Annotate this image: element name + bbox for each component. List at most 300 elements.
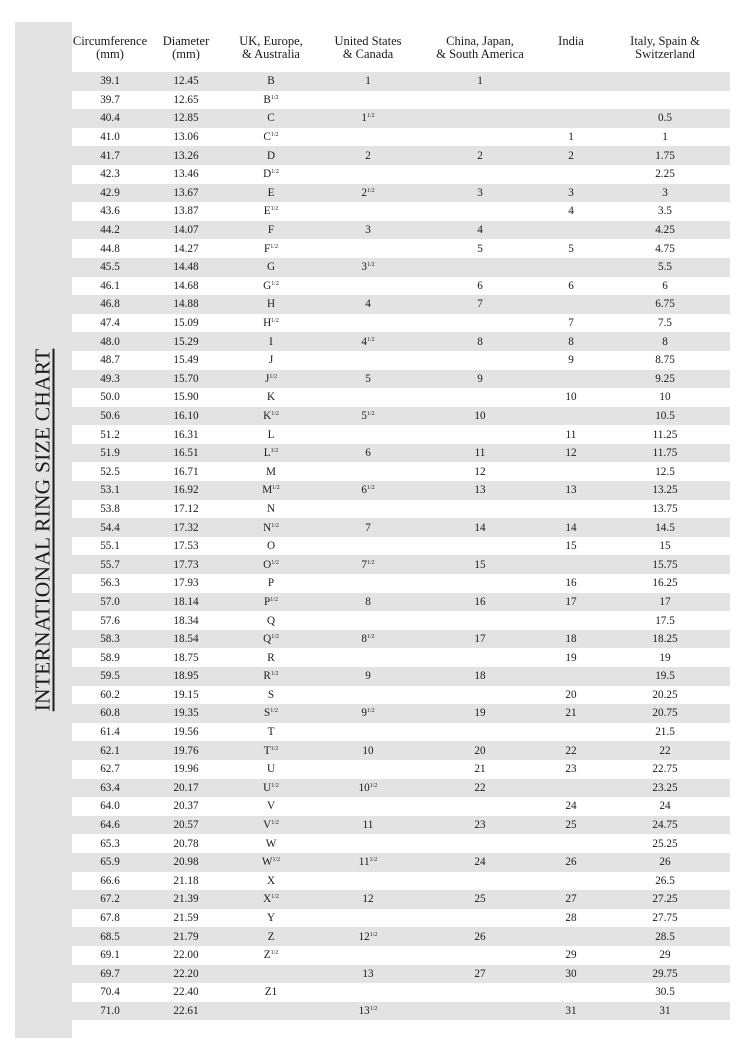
cell-italy: 31	[600, 1002, 730, 1021]
cell-uk: $G^{1/2}$	[263, 279, 279, 292]
cell-diameter: 15.09	[173, 317, 199, 330]
table-row	[72, 872, 730, 891]
half-size-superscript: 1/2	[366, 559, 375, 566]
table-row	[72, 444, 730, 463]
header-circumference: Circumference (mm)	[72, 34, 148, 61]
cell-uk: O	[266, 540, 276, 553]
cell-china	[418, 909, 542, 928]
cell-diameter: 21.79	[148, 927, 224, 946]
cell-india: 27	[542, 890, 600, 909]
cell-us: $11^{1/2}$	[318, 853, 418, 872]
table-row	[72, 890, 730, 909]
cell-circumference: 62.7	[100, 763, 120, 776]
cell-italy: 4.75	[655, 242, 675, 255]
table-row	[72, 741, 730, 760]
cell-diameter: 13.67	[148, 184, 224, 203]
cell-china	[418, 500, 542, 519]
half-size-superscript: 1/2	[369, 782, 378, 789]
cell-china: 25	[418, 890, 542, 909]
cell-circumference: 42.9	[72, 184, 148, 203]
cell-diameter: 14.27	[173, 242, 199, 255]
cell-china	[418, 425, 542, 444]
cell-italy: 19	[659, 651, 671, 664]
cell-circumference: 65.3	[100, 837, 120, 850]
cell-diameter: 18.14	[148, 593, 224, 612]
cell-china	[418, 872, 542, 891]
table-row	[72, 128, 730, 147]
cell-uk: $Q^{1/2}$	[224, 630, 318, 649]
cell-uk: $V^{1/2}$	[224, 816, 318, 835]
half-size-superscript: 1/2	[369, 857, 378, 864]
cell-china	[418, 834, 542, 853]
cell-circumference: 39.1	[72, 72, 148, 91]
cell-italy: 21.5	[655, 726, 675, 739]
cell-diameter: 18.95	[148, 667, 224, 686]
cell-circumference: 45.5	[72, 258, 148, 277]
cell-india: 28	[565, 912, 577, 925]
cell-uk: $S^{1/2}$	[224, 704, 318, 723]
cell-italy: 26	[600, 853, 730, 872]
cell-diameter: 20.98	[148, 853, 224, 872]
half-size-superscript: 1/2	[272, 485, 280, 492]
cell-circumference: 54.4	[72, 518, 148, 537]
cell-us	[318, 946, 418, 965]
table-row	[72, 277, 730, 296]
cell-us	[318, 351, 418, 370]
cell-uk: J	[268, 354, 274, 367]
cell-uk: $T^{1/2}$	[224, 741, 318, 760]
cell-india: 21	[542, 704, 600, 723]
cell-italy: 26.5	[655, 874, 675, 887]
cell-china: 9	[418, 370, 542, 389]
cell-diameter: 18.34	[173, 614, 199, 627]
cell-uk	[224, 1002, 318, 1021]
cell-circumference: 55.7	[72, 555, 148, 574]
cell-italy: 2.25	[655, 168, 675, 181]
cell-circumference: 67.2	[72, 890, 148, 909]
cell-india	[542, 72, 600, 91]
cell-us	[318, 277, 418, 296]
cell-uk: W	[265, 837, 277, 850]
cell-india	[542, 983, 600, 1002]
cell-uk: $W^{1/2}$	[224, 853, 318, 872]
cell-diameter: 19.96	[173, 763, 199, 776]
half-size-superscript: 1/2	[270, 206, 279, 213]
table-body	[72, 72, 730, 1020]
cell-us	[318, 611, 418, 630]
cell-us	[318, 425, 418, 444]
cell-diameter: 16.51	[148, 444, 224, 463]
cell-china	[418, 686, 542, 705]
cell-italy: 20.25	[652, 688, 678, 701]
cell-diameter: 15.49	[173, 354, 199, 367]
cell-diameter: 19.76	[148, 741, 224, 760]
cell-circumference: 70.4	[100, 986, 120, 999]
cell-india	[542, 370, 600, 389]
cell-diameter: 17.32	[148, 518, 224, 537]
cell-us: 3	[318, 221, 418, 240]
half-size-superscript: 1/2	[366, 336, 375, 343]
cell-uk: D	[224, 146, 318, 165]
cell-china	[418, 91, 542, 110]
cell-circumference: 60.2	[100, 688, 120, 701]
cell-china: 8	[418, 332, 542, 351]
cell-india: 9	[568, 354, 574, 367]
half-size-superscript: 1/2	[271, 410, 279, 417]
table-row	[72, 500, 730, 519]
cell-diameter: 20.57	[148, 816, 224, 835]
cell-us: $10^{1/2}$	[318, 779, 418, 798]
table-row	[72, 332, 730, 351]
cell-diameter: 13.06	[173, 131, 199, 144]
cell-italy: 3	[600, 184, 730, 203]
cell-india: 26	[542, 853, 600, 872]
cell-us	[318, 462, 418, 481]
cell-italy: 30.5	[655, 986, 675, 999]
cell-diameter: 19.56	[173, 726, 199, 739]
table-row	[72, 165, 730, 184]
cell-circumference: 71.0	[72, 1002, 148, 1021]
half-size-superscript: 1/2	[366, 634, 375, 641]
cell-circumference: 50.6	[72, 407, 148, 426]
cell-italy: 14.5	[600, 518, 730, 537]
cell-circumference: 46.8	[72, 295, 148, 314]
cell-china	[418, 388, 542, 407]
cell-circumference: 67.8	[100, 912, 120, 925]
cell-india	[542, 611, 600, 630]
cell-uk: $J^{1/2}$	[224, 370, 318, 389]
table-row	[72, 388, 730, 407]
cell-italy: 8.75	[655, 354, 675, 367]
cell-us: 11	[318, 816, 418, 835]
cell-us	[318, 723, 418, 742]
cell-diameter: 15.70	[148, 370, 224, 389]
cell-us: $13^{1/2}$	[318, 1002, 418, 1021]
cell-india: 18	[542, 630, 600, 649]
half-size-superscript: 1/2	[366, 485, 375, 492]
cell-china	[418, 983, 542, 1002]
cell-china: 7	[418, 295, 542, 314]
cell-india: 5	[568, 242, 574, 255]
cell-circumference: 56.3	[100, 577, 120, 590]
cell-diameter: 20.37	[173, 800, 199, 813]
half-size-superscript: 1/2	[271, 280, 279, 287]
cell-circumference: 63.4	[72, 779, 148, 798]
cell-circumference: 59.5	[72, 667, 148, 686]
cell-italy: 11.75	[600, 444, 730, 463]
cell-us	[318, 128, 418, 147]
cell-us	[318, 91, 418, 110]
cell-china	[418, 946, 542, 965]
cell-circumference: 49.3	[72, 370, 148, 389]
cell-india: 31	[542, 1002, 600, 1021]
cell-italy: 12.5	[655, 465, 675, 478]
cell-diameter: 17.12	[173, 502, 199, 515]
cell-italy: 17.5	[655, 614, 675, 627]
cell-uk: G	[224, 258, 318, 277]
table-row	[72, 797, 730, 816]
table-row	[72, 611, 730, 630]
cell-uk: $D^{1/2}$	[263, 168, 279, 181]
table-row	[72, 779, 730, 798]
cell-uk: T	[267, 726, 275, 739]
table-row	[72, 760, 730, 779]
cell-circumference: 69.1	[100, 949, 120, 962]
cell-italy: 1	[662, 131, 668, 144]
cell-india: 7	[568, 317, 574, 330]
cell-uk: $H^{1/2}$	[263, 317, 279, 330]
cell-india	[542, 91, 600, 110]
cell-us: $2^{1/2}$	[318, 184, 418, 203]
cell-us: $7^{1/2}$	[318, 555, 418, 574]
cell-china	[418, 797, 542, 816]
cell-china: 10	[418, 407, 542, 426]
cell-china: 3	[418, 184, 542, 203]
cell-uk: X	[266, 874, 276, 887]
cell-india: 20	[565, 688, 577, 701]
cell-diameter: 14.48	[148, 258, 224, 277]
cell-diameter: 15.29	[148, 332, 224, 351]
cell-diameter: 18.54	[148, 630, 224, 649]
cell-circumference: 47.4	[100, 317, 120, 330]
half-size-superscript: 1/2	[271, 820, 279, 827]
half-size-superscript: 1/2	[270, 671, 279, 678]
ring-size-table	[72, 35, 730, 1020]
cell-us: 12	[318, 890, 418, 909]
cell-uk: E	[224, 184, 318, 203]
half-size-superscript: 1/2	[271, 169, 279, 176]
cell-us: $6^{1/2}$	[318, 481, 418, 500]
table-row	[72, 91, 730, 110]
table-row	[72, 667, 730, 686]
cell-india: 11	[565, 428, 577, 441]
cell-india: 1	[568, 131, 574, 144]
table-row	[72, 983, 730, 1002]
half-size-superscript: 1/2	[270, 596, 278, 603]
cell-us: 6	[318, 444, 418, 463]
cell-us	[318, 314, 418, 333]
cell-us	[318, 165, 418, 184]
cell-india	[542, 165, 600, 184]
cell-italy: 0.5	[600, 109, 730, 128]
cell-us: $12^{1/2}$	[318, 927, 418, 946]
cell-uk: F	[224, 221, 318, 240]
cell-india	[542, 109, 600, 128]
cell-uk: $B^{1/2}$	[263, 93, 279, 106]
cell-us: 2	[318, 146, 418, 165]
cell-us	[318, 872, 418, 891]
cell-china: 4	[418, 221, 542, 240]
cell-diameter: 18.75	[173, 651, 199, 664]
cell-diameter: 19.15	[173, 688, 199, 701]
half-size-superscript: 1/2	[366, 262, 375, 269]
table-row	[72, 834, 730, 853]
cell-india	[542, 555, 600, 574]
cell-china: 12	[474, 465, 486, 478]
header-china-japan-south-america: China, Japan, & South America	[436, 34, 524, 61]
cell-us	[318, 388, 418, 407]
cell-diameter: 13.26	[148, 146, 224, 165]
half-size-superscript: 1/2	[270, 708, 278, 715]
cell-uk: S	[267, 688, 275, 701]
cell-diameter: 14.88	[148, 295, 224, 314]
cell-diameter: 17.73	[148, 555, 224, 574]
cell-us	[318, 983, 418, 1002]
cell-us	[318, 686, 418, 705]
cell-circumference: 48.0	[72, 332, 148, 351]
cell-us	[318, 648, 418, 667]
cell-china: 11	[418, 444, 542, 463]
cell-diameter: 13.46	[173, 168, 199, 181]
cell-circumference: 53.1	[72, 481, 148, 500]
cell-circumference: 69.7	[72, 965, 148, 984]
half-size-superscript: 1/2	[366, 113, 375, 120]
cell-india	[542, 927, 600, 946]
cell-india: 29	[565, 949, 577, 962]
table-row	[72, 518, 730, 537]
cell-italy: 15	[659, 540, 671, 553]
cell-italy: 13.75	[652, 502, 678, 515]
cell-diameter: 14.07	[148, 221, 224, 240]
cell-india: 22	[542, 741, 600, 760]
cell-circumference: 60.8	[72, 704, 148, 723]
cell-uk: $F^{1/2}$	[264, 242, 278, 255]
table-row	[72, 109, 730, 128]
cell-us	[318, 500, 418, 519]
cell-circumference: 41.0	[100, 131, 120, 144]
cell-uk: N	[266, 502, 276, 515]
cell-uk: I	[224, 332, 318, 351]
cell-diameter: 19.35	[148, 704, 224, 723]
half-size-superscript: 1/2	[271, 522, 279, 529]
cell-india: 14	[542, 518, 600, 537]
cell-us: 10	[318, 741, 418, 760]
cell-italy: 27.25	[600, 890, 730, 909]
table-row	[72, 370, 730, 389]
cell-uk: $Z^{1/2}$	[263, 949, 279, 962]
cell-us: $3^{1/2}$	[318, 258, 418, 277]
table-row	[72, 314, 730, 333]
half-size-superscript: 1/2	[271, 894, 279, 901]
cell-circumference: 65.9	[72, 853, 148, 872]
cell-uk: Q	[266, 614, 276, 627]
cell-china	[418, 351, 542, 370]
table-row	[72, 1002, 730, 1021]
cell-china: 18	[418, 667, 542, 686]
cell-circumference: 50.0	[100, 391, 120, 404]
cell-china	[418, 314, 542, 333]
cell-italy: 22.75	[652, 763, 678, 776]
cell-china: 13	[418, 481, 542, 500]
cell-india: 25	[542, 816, 600, 835]
cell-diameter: 21.18	[173, 874, 199, 887]
cell-circumference: 64.0	[100, 800, 120, 813]
cell-italy: 3.5	[658, 205, 672, 218]
table-row	[72, 946, 730, 965]
table-row	[72, 816, 730, 835]
cell-uk: $N^{1/2}$	[224, 518, 318, 537]
half-size-superscript: 1/2	[270, 94, 279, 101]
cell-circumference: 43.6	[100, 205, 120, 218]
table-row	[72, 593, 730, 612]
cell-us	[318, 202, 418, 221]
cell-uk: H	[224, 295, 318, 314]
table-row	[72, 909, 730, 928]
cell-china	[418, 258, 542, 277]
cell-china: 27	[418, 965, 542, 984]
cell-india	[542, 221, 600, 240]
half-size-superscript: 1/2	[366, 410, 375, 417]
table-row	[72, 686, 730, 705]
cell-us	[318, 909, 418, 928]
cell-china: 15	[418, 555, 542, 574]
cell-circumference: 51.9	[72, 444, 148, 463]
cell-diameter: 14.68	[173, 279, 199, 292]
cell-italy: 29	[659, 949, 671, 962]
cell-italy: 5.5	[600, 258, 730, 277]
cell-circumference: 48.7	[100, 354, 120, 367]
cell-italy: 29.75	[600, 965, 730, 984]
cell-italy	[600, 91, 730, 110]
cell-diameter: 17.53	[173, 540, 199, 553]
cell-italy: 6	[662, 279, 668, 292]
cell-india: 24	[565, 800, 577, 813]
cell-italy: 19.5	[600, 667, 730, 686]
cell-us	[318, 239, 418, 258]
cell-circumference: 39.7	[100, 93, 120, 106]
cell-india: 23	[565, 763, 577, 776]
cell-us	[318, 537, 418, 556]
half-size-superscript: 1/2	[271, 559, 279, 566]
table-row	[72, 704, 730, 723]
cell-italy: 17	[600, 593, 730, 612]
cell-us: $4^{1/2}$	[318, 332, 418, 351]
cell-circumference: 61.4	[100, 726, 120, 739]
cell-india: 13	[542, 481, 600, 500]
cell-china: 26	[418, 927, 542, 946]
table-row	[72, 407, 730, 426]
cell-india: 17	[542, 593, 600, 612]
cell-china: 1	[418, 72, 542, 91]
cell-italy: 15.75	[600, 555, 730, 574]
cell-india	[542, 834, 600, 853]
cell-diameter: 12.85	[148, 109, 224, 128]
cell-us: 5	[318, 370, 418, 389]
cell-china: 21	[474, 763, 486, 776]
cell-india	[542, 462, 600, 481]
cell-circumference: 52.5	[100, 465, 120, 478]
cell-india: 15	[565, 540, 577, 553]
cell-circumference: 57.6	[100, 614, 120, 627]
table-row	[72, 630, 730, 649]
cell-circumference: 66.6	[100, 874, 120, 887]
cell-india: 16	[565, 577, 577, 590]
table-row	[72, 481, 730, 500]
cell-circumference: 55.1	[100, 540, 120, 553]
table-row	[72, 202, 730, 221]
cell-china	[418, 723, 542, 742]
cell-italy	[600, 72, 730, 91]
cell-italy: 24	[659, 800, 671, 813]
half-size-superscript: 1/2	[271, 634, 279, 641]
table-row	[72, 537, 730, 556]
cell-uk: V	[266, 800, 276, 813]
half-size-superscript: 1/2	[369, 931, 378, 938]
cell-diameter: 22.00	[173, 949, 199, 962]
cell-uk: $R^{1/2}$	[224, 667, 318, 686]
cell-italy: 6.75	[600, 295, 730, 314]
cell-india: 2	[542, 146, 600, 165]
